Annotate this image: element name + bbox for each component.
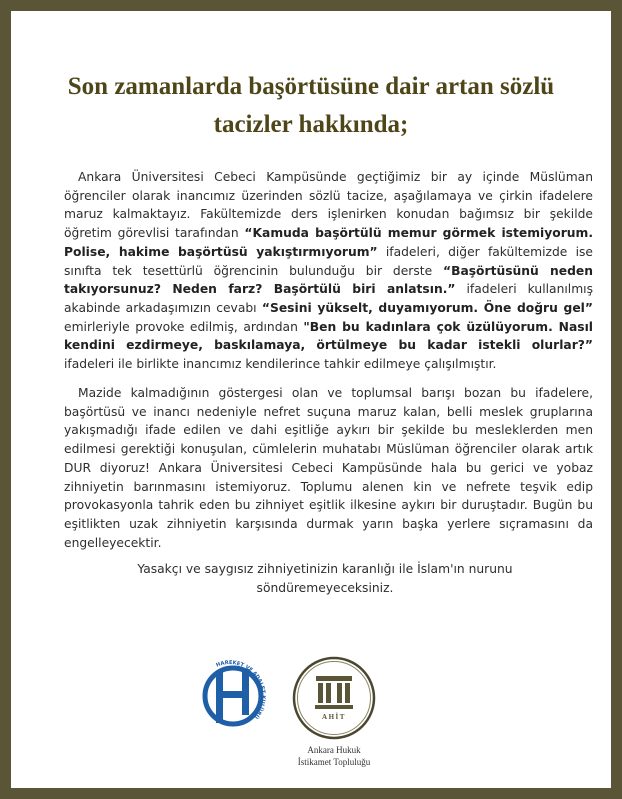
quote-1: “Kamuda başörtülü memur görmek istemiyorum. Polise, hakime başörtüsü yakıştırmıyorum” — [64, 226, 594, 259]
paragraph-1-text-e: ifadeleri ile birlikte inancımız kendilerince tahkir edilmeye çalışılmıştır. — [64, 357, 497, 372]
paragraph-1 — [64, 168, 593, 374]
paragraph-1-text-a: Ankara Üniversitesi Cebeci Kampüsünde geçtiğimiz bir ay içinde Müslüman öğrenciler olarak inancımız üzerinden sözlü tacize, aşağılamaya ve çirkin ifadelere maruz kalmaktayız. Fakültemizde ders işlenirken konudan bağımsız bir şekilde öğretim görevlisi tarafından — [64, 170, 593, 241]
quote-3: “Sesini yükselt, duyamıyorum. Öne doğru gel” — [261, 300, 593, 315]
closing-statement: Yasakçı ve saygısız zihniyetinizin karanlığı ile İslam'ın nurunu söndüremeyeceksiniz. — [137, 562, 513, 595]
paragraph-1-text-c: ifadeleri kullanılmış akabinde arkadaşımızın cevabı — [64, 282, 593, 315]
paragraph-2-text: Mazide kalmadığının göstergesi olan ve toplumsal barışı bozan bu ifadelere, başörtüsü ve inancı nedeniyle nefret suçuna maruz kalan, belli meslek gruplarına yakışmadığı ifade edilen ve dahi eşitliğe aykırı bir şekilde bu mesleklerden men edilmesi gerektiği konuşulan, cümlelerin muhatabı Müslüman öğrenciler olarak artık DUR diyoruz! Ankara Üniversitesi Cebeci Kampüsünde hala bu gerici ve yobaz zihniyetin barınmasını istemiyoruz. Toplumu alenen kin ve nefrete teşvik edip provokasyonla tahrik eden bu zihniyet eşitlik ilkesine aykırı bir duruştadır. Bugün bu eşitlikten uzak zihniyetin karşısında durmak yarın başka yerlere sıçramasını da engelleyecektir. — [64, 386, 593, 550]
ahit-caption — [274, 744, 394, 768]
ahit-caption-line-1: Ankara Hukuk — [307, 745, 361, 755]
page-title: Son zamanlarda başörtüsüne dair artan sözlü tacizler hakkında; — [67, 73, 555, 138]
ahit-caption-line-2: İstikamet Topluluğu — [297, 757, 371, 767]
paragraph-2 — [64, 384, 593, 552]
paragraph-1-text-b: ifadeleri, diğer fakültemizde ise sınıfta tek tesettürlü öğrencinin bulunduğu bir derste — [64, 244, 593, 278]
hak-ring-text: HAREKET VE ADALET KULÜBÜ — [215, 659, 267, 720]
paragraph-1-text-d: emirleriyle provoke edilmiş, ardından — [64, 319, 304, 334]
quote-4: "Ben bu kadınlara çok üzülüyorum. Nasıl kendini ezdirmeye, baskılamaya, örtülmeye bu kadar istekli olurlar?” — [64, 319, 593, 353]
ahit-emblem-text: AHİT — [322, 713, 346, 721]
ahit-logo — [292, 656, 376, 740]
hareket-ve-adalet-logo — [194, 657, 272, 735]
quote-2: “Başörtüsünü neden takıyorsunuz? Neden farz? Başörtülü biri anlatsın.” — [64, 263, 593, 297]
ahit-emblem-icon — [316, 676, 352, 681]
